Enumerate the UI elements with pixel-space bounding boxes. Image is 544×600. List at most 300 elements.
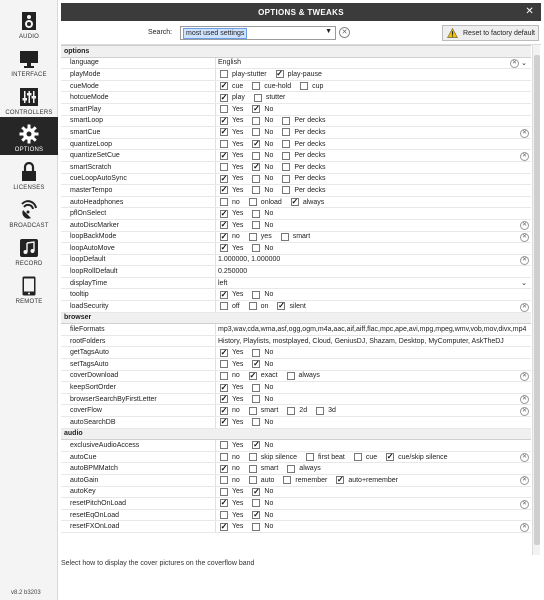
- setting-option[interactable]: [218, 523, 243, 531]
- checkbox[interactable]: [252, 82, 260, 90]
- setting-option[interactable]: [280, 128, 325, 136]
- checkbox[interactable]: [249, 198, 257, 206]
- broadcast-icon: [19, 200, 39, 220]
- setting-option[interactable]: [285, 372, 320, 380]
- scrollbar-thumb[interactable]: [534, 55, 540, 545]
- setting-option[interactable]: [218, 186, 243, 194]
- checkbox[interactable]: [220, 105, 228, 113]
- setting-option[interactable]: [218, 198, 240, 206]
- setting-option[interactable]: [218, 105, 243, 113]
- option-label: No: [264, 186, 274, 194]
- checkbox[interactable]: [252, 488, 260, 496]
- checkbox[interactable]: [283, 476, 291, 484]
- checkbox[interactable]: [220, 372, 228, 380]
- setting-value[interactable]: [216, 185, 531, 196]
- setting-value[interactable]: [216, 394, 531, 405]
- checkbox[interactable]: [249, 465, 257, 473]
- checkbox[interactable]: [220, 441, 228, 449]
- checkbox[interactable]: [282, 163, 290, 171]
- checkbox[interactable]: [291, 198, 299, 206]
- setting-option[interactable]: [275, 302, 305, 310]
- checkbox[interactable]: [252, 523, 260, 531]
- checkbox[interactable]: [316, 407, 324, 415]
- setting-value[interactable]: [216, 162, 531, 173]
- setting-value[interactable]: [216, 417, 531, 428]
- scrollbar[interactable]: [532, 45, 540, 555]
- checkbox[interactable]: [220, 511, 228, 519]
- checkbox[interactable]: [220, 360, 228, 368]
- option-label: Per decks: [294, 140, 326, 148]
- option-label: auto: [260, 476, 275, 484]
- setting-option[interactable]: [250, 395, 273, 403]
- setting-option[interactable]: [218, 418, 243, 426]
- option-label: no: [232, 407, 240, 415]
- reset-setting-icon[interactable]: ✕: [521, 152, 528, 159]
- setting-option[interactable]: [218, 488, 243, 496]
- setting-row: [61, 452, 531, 464]
- checkbox[interactable]: [249, 233, 257, 241]
- setting-name: playMode: [61, 69, 216, 80]
- option-label: play: [232, 94, 245, 102]
- setting-option[interactable]: [218, 441, 243, 449]
- setting-option[interactable]: [218, 384, 243, 392]
- setting-option[interactable]: [218, 349, 243, 357]
- version-label: v8.2 b3203: [11, 590, 41, 596]
- setting-value[interactable]: [216, 266, 531, 277]
- checkbox[interactable]: [252, 360, 260, 368]
- option-label: No: [264, 175, 274, 183]
- reset-setting-icon[interactable]: ✕: [521, 129, 528, 136]
- setting-name: autoSearchDB: [61, 417, 216, 428]
- setting-option[interactable]: [218, 128, 243, 136]
- reset-setting-icon[interactable]: ✕: [521, 234, 528, 240]
- reset-setting-icon[interactable]: ✕: [521, 396, 528, 403]
- checkbox[interactable]: [249, 372, 257, 380]
- setting-option[interactable]: [298, 82, 323, 90]
- checkbox[interactable]: [220, 523, 228, 531]
- setting-value[interactable]: [216, 92, 531, 103]
- reset-setting-icon[interactable]: ✕: [521, 500, 528, 507]
- setting-value[interactable]: [216, 336, 531, 347]
- setting-value[interactable]: [216, 127, 531, 138]
- setting-row: [61, 220, 531, 232]
- setting-option[interactable]: [218, 511, 243, 519]
- option-label: No: [264, 105, 274, 113]
- setting-option[interactable]: [280, 186, 325, 194]
- checkbox[interactable]: [252, 349, 260, 357]
- checkbox[interactable]: [220, 349, 228, 357]
- setting-value[interactable]: [216, 69, 531, 80]
- setting-option[interactable]: [352, 453, 377, 461]
- setting-name: autoHeadphones: [61, 197, 216, 208]
- setting-value[interactable]: [216, 139, 531, 150]
- setting-name: tooltip: [61, 289, 216, 300]
- setting-value[interactable]: [216, 58, 531, 69]
- setting-value[interactable]: [216, 521, 531, 532]
- setting-row: [61, 336, 531, 348]
- checkbox[interactable]: [336, 476, 344, 484]
- setting-option[interactable]: [218, 233, 240, 241]
- setting-option[interactable]: [250, 511, 273, 519]
- reset-setting-icon[interactable]: ✕: [521, 303, 528, 310]
- setting-option[interactable]: [247, 476, 275, 484]
- option-label: No: [264, 360, 274, 368]
- reset-factory-button[interactable]: [442, 25, 539, 41]
- close-icon[interactable]: ✕: [525, 6, 534, 17]
- option-label: Yes: [232, 128, 244, 136]
- setting-option[interactable]: [250, 291, 273, 299]
- option-label: No: [264, 511, 274, 519]
- option-label: No: [264, 384, 274, 392]
- option-label: Yes: [232, 140, 244, 148]
- setting-option[interactable]: [304, 453, 345, 461]
- setting-option[interactable]: [218, 82, 243, 90]
- checkbox[interactable]: [249, 453, 257, 461]
- setting-option[interactable]: [314, 407, 336, 415]
- setting-option[interactable]: [250, 523, 273, 531]
- checkbox[interactable]: [252, 186, 260, 194]
- sidebar-item-audio[interactable]: [0, 4, 58, 42]
- checkbox[interactable]: [220, 233, 228, 241]
- checkbox[interactable]: [252, 499, 260, 507]
- setting-option[interactable]: [250, 441, 273, 449]
- setting-option[interactable]: [218, 360, 243, 368]
- setting-option[interactable]: [218, 465, 240, 473]
- setting-option[interactable]: [250, 140, 273, 148]
- chevron-down-icon[interactable]: ▼: [325, 28, 332, 35]
- option-label: no: [232, 198, 240, 206]
- checkbox[interactable]: [220, 94, 228, 102]
- reset-setting-icon[interactable]: ✕: [521, 222, 528, 229]
- checkbox[interactable]: [282, 128, 290, 136]
- sidebar-item-controllers[interactable]: [0, 80, 58, 118]
- setting-value[interactable]: [216, 116, 531, 127]
- checkbox[interactable]: [282, 186, 290, 194]
- checkbox[interactable]: [220, 395, 228, 403]
- setting-value[interactable]: [216, 243, 531, 254]
- checkbox[interactable]: [220, 488, 228, 496]
- checkbox[interactable]: [220, 152, 228, 160]
- gear-icon: [19, 124, 39, 144]
- reset-setting-icon[interactable]: ✕: [521, 523, 528, 530]
- setting-option[interactable]: [280, 117, 325, 125]
- option-label: No: [264, 499, 274, 507]
- setting-option[interactable]: [218, 140, 243, 148]
- setting-option[interactable]: [281, 476, 327, 484]
- option-label: Yes: [232, 360, 244, 368]
- setting-option[interactable]: [274, 70, 322, 78]
- search-label: Search:: [148, 29, 173, 36]
- checkbox[interactable]: [287, 407, 295, 415]
- checkbox[interactable]: [287, 465, 295, 473]
- chevron-down-icon[interactable]: ⌄: [521, 280, 527, 288]
- checkbox[interactable]: [282, 117, 290, 125]
- setting-option[interactable]: [285, 407, 307, 415]
- checkbox[interactable]: [220, 175, 228, 183]
- checkbox[interactable]: [220, 465, 228, 473]
- checkbox[interactable]: [252, 395, 260, 403]
- setting-option[interactable]: [218, 302, 240, 310]
- sidebar-item-interface[interactable]: [0, 42, 58, 80]
- reset-setting-icon[interactable]: ✕: [521, 373, 528, 380]
- setting-value[interactable]: [216, 255, 531, 266]
- reset-setting-icon[interactable]: ✕: [521, 454, 528, 461]
- setting-name: autoKey: [61, 487, 216, 498]
- checkbox[interactable]: [252, 210, 260, 218]
- setting-option[interactable]: [218, 291, 243, 299]
- setting-option[interactable]: [250, 82, 291, 90]
- setting-option[interactable]: [247, 302, 269, 310]
- checkbox[interactable]: [220, 418, 228, 426]
- sidebar-item-record[interactable]: [0, 231, 58, 269]
- setting-value[interactable]: [216, 150, 531, 161]
- setting-value[interactable]: [216, 371, 531, 382]
- checkbox[interactable]: [252, 418, 260, 426]
- setting-option[interactable]: [218, 152, 243, 160]
- sidebar-item-remote[interactable]: [0, 269, 58, 307]
- setting-value[interactable]: [216, 289, 531, 300]
- setting-value[interactable]: [216, 382, 531, 393]
- option-label: Yes: [232, 117, 244, 125]
- checkbox[interactable]: [220, 302, 228, 310]
- setting-name: pflOnSelect: [61, 208, 216, 219]
- checkbox[interactable]: [306, 453, 314, 461]
- setting-option[interactable]: [279, 233, 311, 241]
- checkbox[interactable]: [220, 70, 228, 78]
- sidebar-item-options[interactable]: [0, 117, 58, 155]
- option-label: Yes: [232, 499, 244, 507]
- option-label: Yes: [232, 441, 244, 449]
- setting-value[interactable]: [216, 104, 531, 115]
- checkbox[interactable]: [220, 128, 228, 136]
- checkbox[interactable]: [252, 384, 260, 392]
- checkbox[interactable]: [249, 407, 257, 415]
- checkbox[interactable]: [252, 163, 260, 171]
- checkbox[interactable]: [281, 233, 289, 241]
- checkbox[interactable]: [252, 175, 260, 183]
- setting-value[interactable]: [216, 232, 531, 243]
- checkbox[interactable]: [252, 244, 260, 252]
- setting-option[interactable]: [218, 221, 243, 229]
- setting-option[interactable]: [252, 94, 285, 102]
- checkbox[interactable]: [220, 407, 228, 415]
- setting-option[interactable]: [218, 70, 267, 78]
- checkbox[interactable]: [276, 70, 284, 78]
- setting-name: smartPlay: [61, 104, 216, 115]
- setting-option[interactable]: [250, 105, 273, 113]
- setting-option[interactable]: [247, 233, 272, 241]
- setting-option[interactable]: [247, 465, 279, 473]
- setting-option[interactable]: [218, 372, 240, 380]
- setting-option[interactable]: [218, 453, 240, 461]
- checkbox[interactable]: [252, 152, 260, 160]
- checkbox[interactable]: [249, 476, 257, 484]
- setting-option[interactable]: [384, 453, 447, 461]
- setting-value[interactable]: [216, 463, 531, 474]
- setting-option[interactable]: [250, 117, 273, 125]
- setting-option[interactable]: [250, 384, 273, 392]
- checkbox[interactable]: [354, 453, 362, 461]
- setting-row: [61, 127, 531, 139]
- setting-option[interactable]: [289, 198, 324, 206]
- setting-option[interactable]: [250, 152, 273, 160]
- option-label: No: [264, 349, 274, 357]
- option-label: Yes: [232, 291, 244, 299]
- setting-value[interactable]: [216, 405, 531, 416]
- checkbox[interactable]: [252, 105, 260, 113]
- sidebar-item-broadcast[interactable]: [0, 193, 58, 231]
- checkbox[interactable]: [282, 152, 290, 160]
- setting-option[interactable]: [218, 163, 243, 171]
- setting-option[interactable]: [250, 418, 273, 426]
- setting-name: cueMode: [61, 81, 216, 92]
- setting-option[interactable]: [218, 117, 243, 125]
- checkbox[interactable]: [254, 94, 262, 102]
- option-label: smart: [260, 465, 279, 473]
- setting-option[interactable]: [218, 395, 243, 403]
- setting-option[interactable]: [334, 476, 398, 484]
- setting-option[interactable]: [285, 465, 320, 473]
- setting-value[interactable]: [216, 347, 531, 358]
- setting-value[interactable]: [216, 475, 531, 486]
- setting-option[interactable]: [280, 140, 325, 148]
- setting-option[interactable]: [247, 453, 297, 461]
- checkbox[interactable]: [249, 302, 257, 310]
- setting-option[interactable]: [280, 175, 325, 183]
- checkbox[interactable]: [220, 499, 228, 507]
- setting-name: autoCue: [61, 452, 216, 463]
- reset-setting-icon[interactable]: ✕: [521, 257, 528, 264]
- setting-value[interactable]: [216, 174, 531, 185]
- option-label: Per decks: [294, 175, 326, 183]
- checkbox[interactable]: [220, 453, 228, 461]
- setting-value[interactable]: [216, 324, 531, 335]
- checkbox[interactable]: [220, 82, 228, 90]
- checkbox[interactable]: [220, 163, 228, 171]
- setting-name: browserSearchByFirstLetter: [61, 394, 216, 405]
- setting-option[interactable]: [250, 360, 273, 368]
- option-label: first beat: [317, 453, 345, 461]
- setting-option[interactable]: [218, 175, 243, 183]
- clear-search-icon[interactable]: ✕: [339, 27, 350, 38]
- checkbox[interactable]: [252, 128, 260, 136]
- option-label: cue-hold: [264, 82, 292, 90]
- setting-value[interactable]: [216, 487, 531, 498]
- setting-value[interactable]: [216, 359, 531, 370]
- setting-value[interactable]: [216, 452, 531, 463]
- setting-value[interactable]: [216, 498, 531, 509]
- checkbox[interactable]: [220, 476, 228, 484]
- setting-value[interactable]: [216, 440, 531, 451]
- setting-row: [61, 510, 531, 522]
- setting-option[interactable]: [218, 407, 240, 415]
- status-text: Select how to display the cover pictures on the coverflow band: [61, 560, 255, 567]
- setting-row: [61, 58, 531, 70]
- checkbox[interactable]: [252, 441, 260, 449]
- checkbox[interactable]: [300, 82, 308, 90]
- option-label: No: [264, 117, 274, 125]
- setting-value[interactable]: [216, 197, 531, 208]
- sidebar-item-licenses[interactable]: [0, 155, 58, 193]
- setting-option[interactable]: [247, 407, 279, 415]
- setting-option[interactable]: [247, 198, 282, 206]
- window-title: OPTIONS & TWEAKS: [258, 7, 344, 17]
- checkbox[interactable]: [220, 210, 228, 218]
- checkbox[interactable]: [277, 302, 285, 310]
- setting-value[interactable]: [216, 208, 531, 219]
- setting-option[interactable]: [250, 244, 273, 252]
- checkbox[interactable]: [220, 221, 228, 229]
- reset-setting-icon[interactable]: ✕: [521, 477, 528, 484]
- setting-value[interactable]: [216, 220, 531, 231]
- option-label: No: [264, 488, 274, 496]
- setting-row: [61, 521, 531, 533]
- setting-option[interactable]: [250, 175, 273, 183]
- setting-row: [61, 382, 531, 394]
- chevron-down-icon[interactable]: ⌄: [521, 59, 527, 67]
- setting-option[interactable]: [250, 128, 273, 136]
- setting-value[interactable]: [216, 278, 531, 289]
- checkbox[interactable]: [220, 291, 228, 299]
- option-label: Yes: [232, 244, 244, 252]
- checkbox[interactable]: [252, 140, 260, 148]
- setting-row: [61, 69, 531, 81]
- setting-value[interactable]: [216, 510, 531, 521]
- setting-option[interactable]: [250, 163, 273, 171]
- checkbox[interactable]: [252, 221, 260, 229]
- reset-setting-icon[interactable]: ✕: [511, 60, 518, 67]
- setting-option[interactable]: [250, 186, 273, 194]
- sidebar: [0, 0, 58, 600]
- setting-value[interactable]: [216, 81, 531, 92]
- setting-value[interactable]: [216, 301, 531, 312]
- checkbox[interactable]: [252, 511, 260, 519]
- setting-option[interactable]: [247, 372, 278, 380]
- checkbox[interactable]: [220, 384, 228, 392]
- setting-option[interactable]: [250, 210, 273, 218]
- setting-option[interactable]: [250, 221, 273, 229]
- checkbox[interactable]: [220, 186, 228, 194]
- setting-option[interactable]: [250, 349, 273, 357]
- setting-name: setTagsAuto: [61, 359, 216, 370]
- checkbox[interactable]: [220, 244, 228, 252]
- checkbox[interactable]: [282, 140, 290, 148]
- setting-option[interactable]: [218, 210, 243, 218]
- setting-name: cueLoopAutoSync: [61, 174, 216, 185]
- setting-option[interactable]: [280, 152, 325, 160]
- setting-option[interactable]: [250, 499, 273, 507]
- option-label: No: [264, 152, 274, 160]
- checkbox[interactable]: [252, 291, 260, 299]
- checkbox[interactable]: [282, 175, 290, 183]
- setting-option[interactable]: [218, 94, 245, 102]
- setting-option[interactable]: [218, 476, 240, 484]
- reset-setting-icon[interactable]: ✕: [521, 407, 528, 414]
- setting-option[interactable]: [280, 163, 325, 171]
- checkbox[interactable]: [386, 453, 394, 461]
- checkbox[interactable]: [252, 117, 260, 125]
- setting-option[interactable]: [218, 244, 243, 252]
- setting-option[interactable]: [218, 499, 243, 507]
- checkbox[interactable]: [220, 198, 228, 206]
- option-label: No: [264, 210, 274, 218]
- checkbox[interactable]: [220, 117, 228, 125]
- setting-option[interactable]: [250, 488, 273, 496]
- checkbox[interactable]: [220, 140, 228, 148]
- search-input[interactable]: [180, 26, 336, 40]
- option-label: onload: [260, 198, 282, 206]
- checkbox[interactable]: [287, 372, 295, 380]
